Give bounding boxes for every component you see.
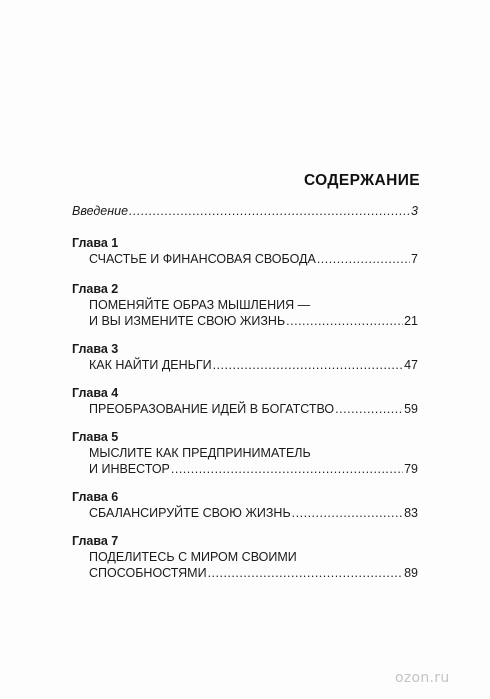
chapter-label: Глава 4: [72, 386, 119, 400]
chapter-label: Глава 3: [72, 342, 119, 356]
chapter-page-number: 83: [404, 506, 418, 520]
dot-leader: [335, 401, 403, 417]
chapter-title-line: МЫСЛИТЕ КАК ПРЕДПРИНИМАТЕЛЬ: [89, 446, 311, 460]
toc-entry-chapter-7: [72, 533, 418, 581]
chapter-page-number: 79: [404, 462, 418, 476]
toc-entry-chapter-1: [72, 235, 418, 267]
chapter-title: КАК НАЙТИ ДЕНЬГИ: [89, 358, 212, 372]
chapter-page-number: 21: [404, 314, 418, 328]
dot-leader: [213, 357, 403, 373]
dot-leader: [317, 251, 410, 267]
dot-leader: [208, 565, 404, 581]
dot-leader: [292, 505, 403, 521]
chapter-label: Глава 2: [72, 282, 119, 296]
chapter-page-number: 89: [404, 566, 418, 580]
toc-entry-chapter-5: [72, 429, 418, 477]
chapter-page-number: 7: [411, 252, 418, 266]
chapter-title-line: ПОДЕЛИТЕСЬ С МИРОМ СВОИМИ: [89, 550, 297, 564]
chapter-title-line: И ИНВЕСТОР: [89, 462, 170, 476]
toc-entry-intro: [72, 203, 418, 219]
toc-entry-chapter-2: [72, 281, 418, 329]
toc-entry-chapter-4: [72, 385, 418, 417]
chapter-label: Глава 7: [72, 534, 119, 548]
toc-entry-chapter-3: [72, 341, 418, 373]
chapter-title: ПРЕОБРАЗОВАНИЕ ИДЕЙ В БОГАТСТВО: [89, 402, 335, 416]
intro-page-number: 3: [411, 204, 418, 218]
chapter-title: СБАЛАНСИРУЙТЕ СВОЮ ЖИЗНЬ: [89, 506, 291, 520]
chapter-title-line: ПОМЕНЯЙТЕ ОБРАЗ МЫШЛЕНИЯ —: [89, 298, 311, 312]
chapter-label: Глава 6: [72, 490, 119, 504]
dot-leader: [129, 203, 410, 219]
chapter-title-line: СПОСОБНОСТЯМИ: [89, 566, 207, 580]
toc-title: СОДЕРЖАНИЕ: [303, 172, 420, 189]
dot-leader: [171, 461, 403, 477]
chapter-title: СЧАСТЬЕ И ФИНАНСОВАЯ СВОБОДА: [89, 252, 316, 266]
chapter-page-number: 47: [404, 358, 418, 372]
chapter-label: Глава 1: [72, 236, 119, 250]
toc-entry-chapter-6: [72, 489, 418, 521]
watermark: ozon.ru: [395, 670, 450, 686]
dot-leader: [286, 313, 403, 329]
chapter-page-number: 59: [404, 402, 418, 416]
chapter-title-line: И ВЫ ИЗМЕНИТЕ СВОЮ ЖИЗНЬ: [89, 314, 286, 328]
intro-label: Введение: [72, 204, 129, 218]
chapter-label: Глава 5: [72, 430, 119, 444]
